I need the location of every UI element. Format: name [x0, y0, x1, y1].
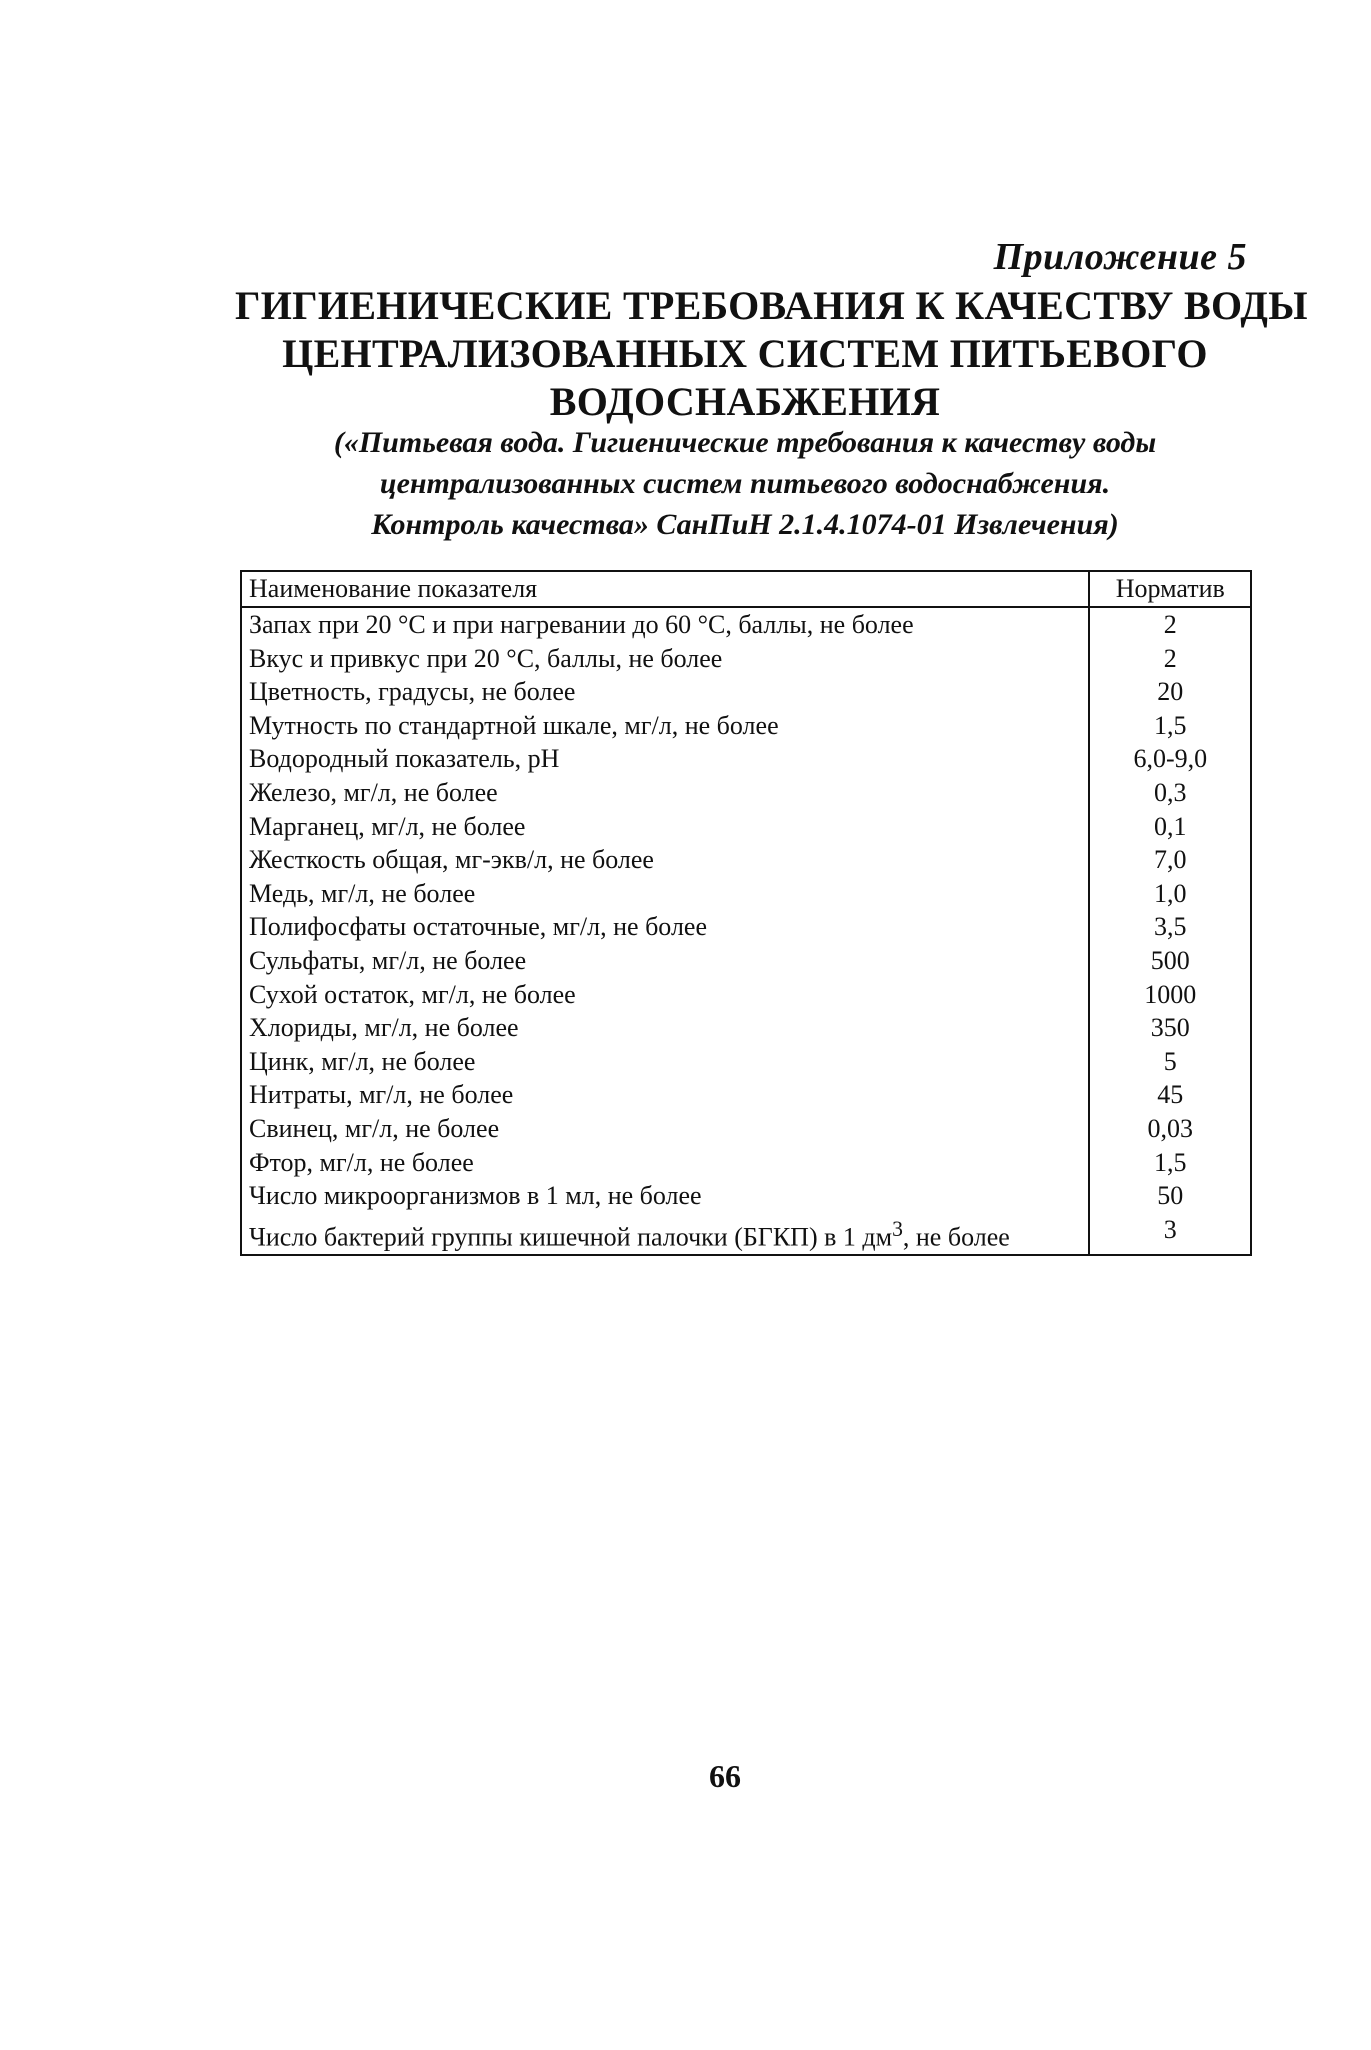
- document-subtitle: [235, 422, 1255, 545]
- norm-value: 5: [1089, 1045, 1251, 1079]
- norm-value: 3: [1089, 1213, 1251, 1255]
- indicator-name: Фтор, мг/л, не более: [241, 1146, 1089, 1180]
- indicator-name: [241, 1213, 1089, 1255]
- indicator-name: Мутность по стандартной шкале, мг/л, не более: [241, 709, 1089, 743]
- indicator-name: Сухой остаток, мг/л, не более: [241, 978, 1089, 1012]
- norm-value: 350: [1089, 1011, 1251, 1045]
- indicator-name: Нитраты, мг/л, не более: [241, 1078, 1089, 1112]
- table-row: [241, 675, 1251, 709]
- header-norm-value: Норматив: [1089, 571, 1251, 607]
- title-line: ВОДОСНАБЖЕНИЯ: [549, 379, 941, 424]
- indicator-name: Жесткость общая, мг-экв/л, не более: [241, 843, 1089, 877]
- page-number: 66: [709, 1758, 741, 1794]
- table-row: [241, 877, 1251, 911]
- table-row: [241, 1011, 1251, 1045]
- norm-value: 1,5: [1089, 709, 1251, 743]
- table-row: [241, 843, 1251, 877]
- norm-value: 0,1: [1089, 810, 1251, 844]
- subtitle-line: («Питьевая вода. Гигиенические требования к качеству воды: [333, 426, 1157, 459]
- indicator-name: Запах при 20 °С и при нагревании до 60 °С, баллы, не более: [241, 607, 1089, 642]
- indicator-name: Сульфаты, мг/л, не более: [241, 944, 1089, 978]
- norm-value: 45: [1089, 1078, 1251, 1112]
- table-row: [241, 1179, 1251, 1213]
- table-row: [241, 1146, 1251, 1180]
- table-row: [241, 742, 1251, 776]
- table-row: [241, 1045, 1251, 1079]
- indicator-name: Марганец, мг/л, не более: [241, 810, 1089, 844]
- table-header-row: [241, 571, 1251, 607]
- header-indicator-name: Наименование показателя: [241, 571, 1089, 607]
- subtitle-line: Контроль качества» СанПиН 2.1.4.1074-01 Извлечения): [371, 508, 1119, 541]
- table-row: [241, 810, 1251, 844]
- norm-value: 20: [1089, 675, 1251, 709]
- title-line: ЦЕНТРАЛИЗОВАННЫХ СИСТЕМ ПИТЬЕВОГО: [282, 331, 1208, 376]
- indicator-name-tail: , не более: [902, 1222, 1010, 1252]
- table-row: [241, 607, 1251, 642]
- indicator-name-text: Число бактерий группы кишечной палочки (БГКП) в 1 дм: [249, 1222, 893, 1252]
- indicator-name: Свинец, мг/л, не более: [241, 1112, 1089, 1146]
- title-line: ГИГИЕНИЧЕСКИЕ ТРЕБОВАНИЯ К КАЧЕСТВУ ВОДЫ: [235, 283, 1308, 328]
- norm-value: 6,0-9,0: [1089, 742, 1251, 776]
- table-row: [241, 1213, 1251, 1255]
- indicator-name: Цветность, градусы, не более: [241, 675, 1089, 709]
- table-row: [241, 709, 1251, 743]
- indicator-name: Полифосфаты остаточные, мг/л, не более: [241, 910, 1089, 944]
- norm-value: 1000: [1089, 978, 1251, 1012]
- norm-value: 1,0: [1089, 877, 1251, 911]
- norm-value: 500: [1089, 944, 1251, 978]
- indicator-name: Железо, мг/л, не более: [241, 776, 1089, 810]
- norm-value: 1,5: [1089, 1146, 1251, 1180]
- water-quality-table: [240, 570, 1252, 1256]
- indicator-name: Число микроорганизмов в 1 мл, не более: [241, 1179, 1089, 1213]
- norm-value: 3,5: [1089, 910, 1251, 944]
- subtitle-line: централизованных систем питьевого водоснабжения.: [379, 467, 1111, 500]
- indicator-name: Хлориды, мг/л, не более: [241, 1011, 1089, 1045]
- table-row: [241, 1112, 1251, 1146]
- table-row: [241, 944, 1251, 978]
- table-row: [241, 642, 1251, 676]
- appendix-label: Приложение 5: [993, 236, 1247, 278]
- table-row: [241, 910, 1251, 944]
- norm-value: 0,3: [1089, 776, 1251, 810]
- document-title: [235, 282, 1308, 426]
- indicator-name: Вкус и привкус при 20 °С, баллы, не более: [241, 642, 1089, 676]
- indicator-name: Цинк, мг/л, не более: [241, 1045, 1089, 1079]
- norm-value: 2: [1089, 642, 1251, 676]
- indicator-name: Водородный показатель, рН: [241, 742, 1089, 776]
- table-row: [241, 776, 1251, 810]
- norm-value: 2: [1089, 607, 1251, 642]
- norm-value: 7,0: [1089, 843, 1251, 877]
- table-row: [241, 978, 1251, 1012]
- unit-superscript: 3: [892, 1216, 903, 1241]
- table-row: [241, 1078, 1251, 1112]
- norm-value: 50: [1089, 1179, 1251, 1213]
- norm-value: 0,03: [1089, 1112, 1251, 1146]
- indicator-name: Медь, мг/л, не более: [241, 877, 1089, 911]
